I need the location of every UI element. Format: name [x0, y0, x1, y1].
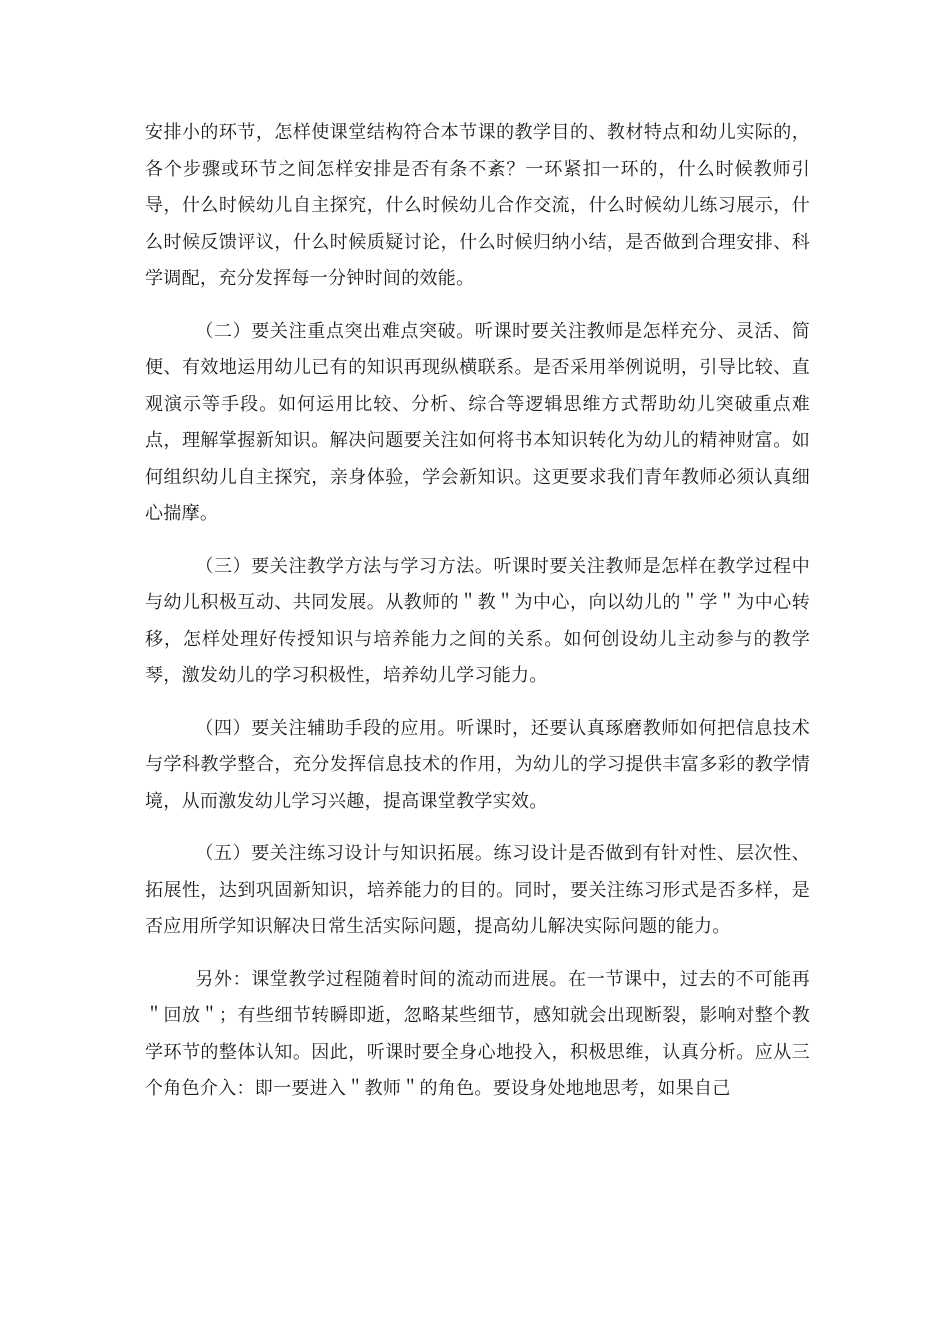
paragraph-additionally: 另外：课堂教学过程随着时间的流动而进展。在一节课中，过去的不可能再＂回放＂；有些细节转瞬即逝，忽略某些细节，感知就会出现断裂，影响对整个教学环节的整体认知。因此，听课时要全身心地投入，积极思维，认真分析。应从三个角色介入：即一要进入＂教师＂的角色。要设身处地地思考，如果自己 [145, 968, 810, 1099]
paragraph-continuation: 安排小的环节，怎样使课堂结构符合本节课的教学目的、教材特点和幼儿实际的，各个步骤或环节之间怎样安排是否有条不紊？一环紧扣一环的，什么时候教师引导，什么时候幼儿自主探究，什么时候幼儿合作交流，什么时候幼儿练习展示，什么时候反馈评议，什么时候质疑讨论，什么时候归纳小结，是否做到合理安排、科学调配，充分发挥每一分钟时间的效能。 [145, 122, 810, 289]
paragraph-focus-key-points: （二）要关注重点突出难点突破。听课时要关注教师是怎样充分、灵活、简便、有效地运用幼儿已有的知识再现纵横联系。是否采用举例说明，引导比较、直观演示等手段。如何运用比较、分析、综合等逻辑思维方式帮助幼儿突破重点难点，理解掌握新知识。解决问题要关注如何将书本知识转化为幼儿的精神财富。如何组织幼儿自主探究，亲身体验，学会新知识。这更要求我们青年教师必须认真细心揣摩。 [145, 320, 810, 524]
paragraph-teaching-methods: （三）要关注教学方法与学习方法。听课时要关注教师是怎样在教学过程中与幼儿积极互动、共同发展。从教师的＂教＂为中心，向以幼儿的＂学＂为中心转移，怎样处理好传授知识与培养能力之间的关系。如何创设幼儿主动参与的教学琴，激发幼儿的学习积极性，培养幼儿学习能力。 [145, 555, 810, 686]
paragraph-auxiliary-means: （四）要关注辅助手段的应用。听课时，还要认真琢磨教师如何把信息技术与学科教学整合，充分发挥信息技术的作用，为幼儿的学习提供丰富多彩的教学情境，从而激发幼儿学习兴趣，提高课堂教学实效。 [145, 717, 810, 812]
paragraph-exercise-design: （五）要关注练习设计与知识拓展。练习设计是否做到有针对性、层次性、拓展性，达到巩固新知识，培养能力的目的。同时，要关注练习形式是否多样，是否应用所学知识解决日常生活实际问题，提高幼儿解决实际问题的能力。 [145, 843, 810, 937]
document-body [145, 115, 810, 1124]
